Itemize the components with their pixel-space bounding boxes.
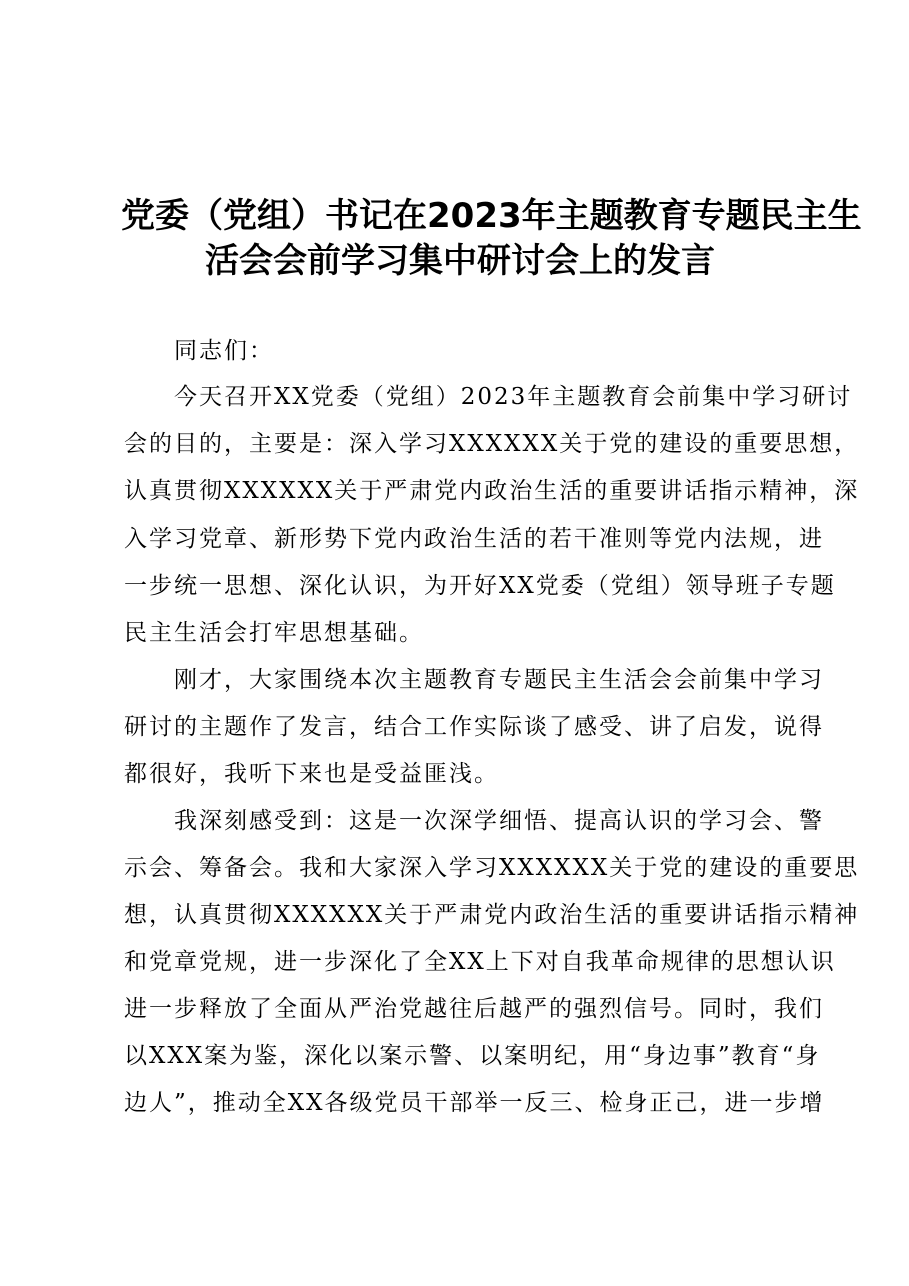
paragraph-2-line-2: 研讨的主题作了发言，结合工作实际谈了感受、讲了启发，说得 <box>124 714 824 740</box>
paragraph-1-line-3: 认真贯彻XXXXXX关于严肃党内政治生活的重要讲话指示精神，深 <box>124 478 860 504</box>
document-title-line-1: 党委（党组）书记在2023年主题教育专题民主生 <box>121 196 862 236</box>
paragraph-3-line-7: 边人”，推动全XX各级党员干部举一反三、检身正己，进一步增 <box>124 1090 825 1116</box>
paragraph-3-line-5: 进一步释放了全面从严治党越往后越严的强烈信号。同时，我们 <box>124 996 824 1022</box>
paragraph-2-line-1: 刚才，大家围绕本次主题教育专题民主生活会会前集中学习 <box>174 667 824 693</box>
paragraph-1-line-5: 一步统一思想、深化认识，为开好XX党委（党组）领导班子专题 <box>124 573 836 599</box>
paragraph-2-line-3: 都很好，我听下来也是受益匪浅。 <box>124 761 499 787</box>
paragraph-1-line-1: 今天召开XX党委（党组）2023年主题教育会前集中学习研讨 <box>174 384 853 410</box>
salutation: 同志们： <box>174 338 274 364</box>
paragraph-3-line-2: 示会、筹备会。我和大家深入学习XXXXXX关于党的建设的重要思 <box>124 855 860 881</box>
paragraph-3-line-3: 想，认真贯彻XXXXXX关于严肃党内政治生活的重要讲话指示精神 <box>124 902 860 928</box>
document-title-line-2: 活会会前学习集中研讨会上的发言 <box>205 241 715 281</box>
paragraph-1-line-4: 入学习党章、新形势下党内政治生活的若干准则等党内法规，进 <box>124 526 824 552</box>
paragraph-3-line-1: 我深刻感受到：这是一次深学细悟、提高认识的学习会、警 <box>174 808 824 834</box>
paragraph-3-line-4: 和党章党规，进一步深化了全XX上下对自我革命规律的思想认识 <box>124 949 836 975</box>
paragraph-1-line-2: 会的目的，主要是：深入学习XXXXXX关于党的建设的重要思想， <box>124 431 860 457</box>
paragraph-3-line-6: 以XXX案为鉴，深化以案示警、以案明纪，用“身边事”教育“身 <box>124 1043 821 1069</box>
paragraph-1-line-6: 民主生活会打牢思想基础。 <box>124 620 424 646</box>
